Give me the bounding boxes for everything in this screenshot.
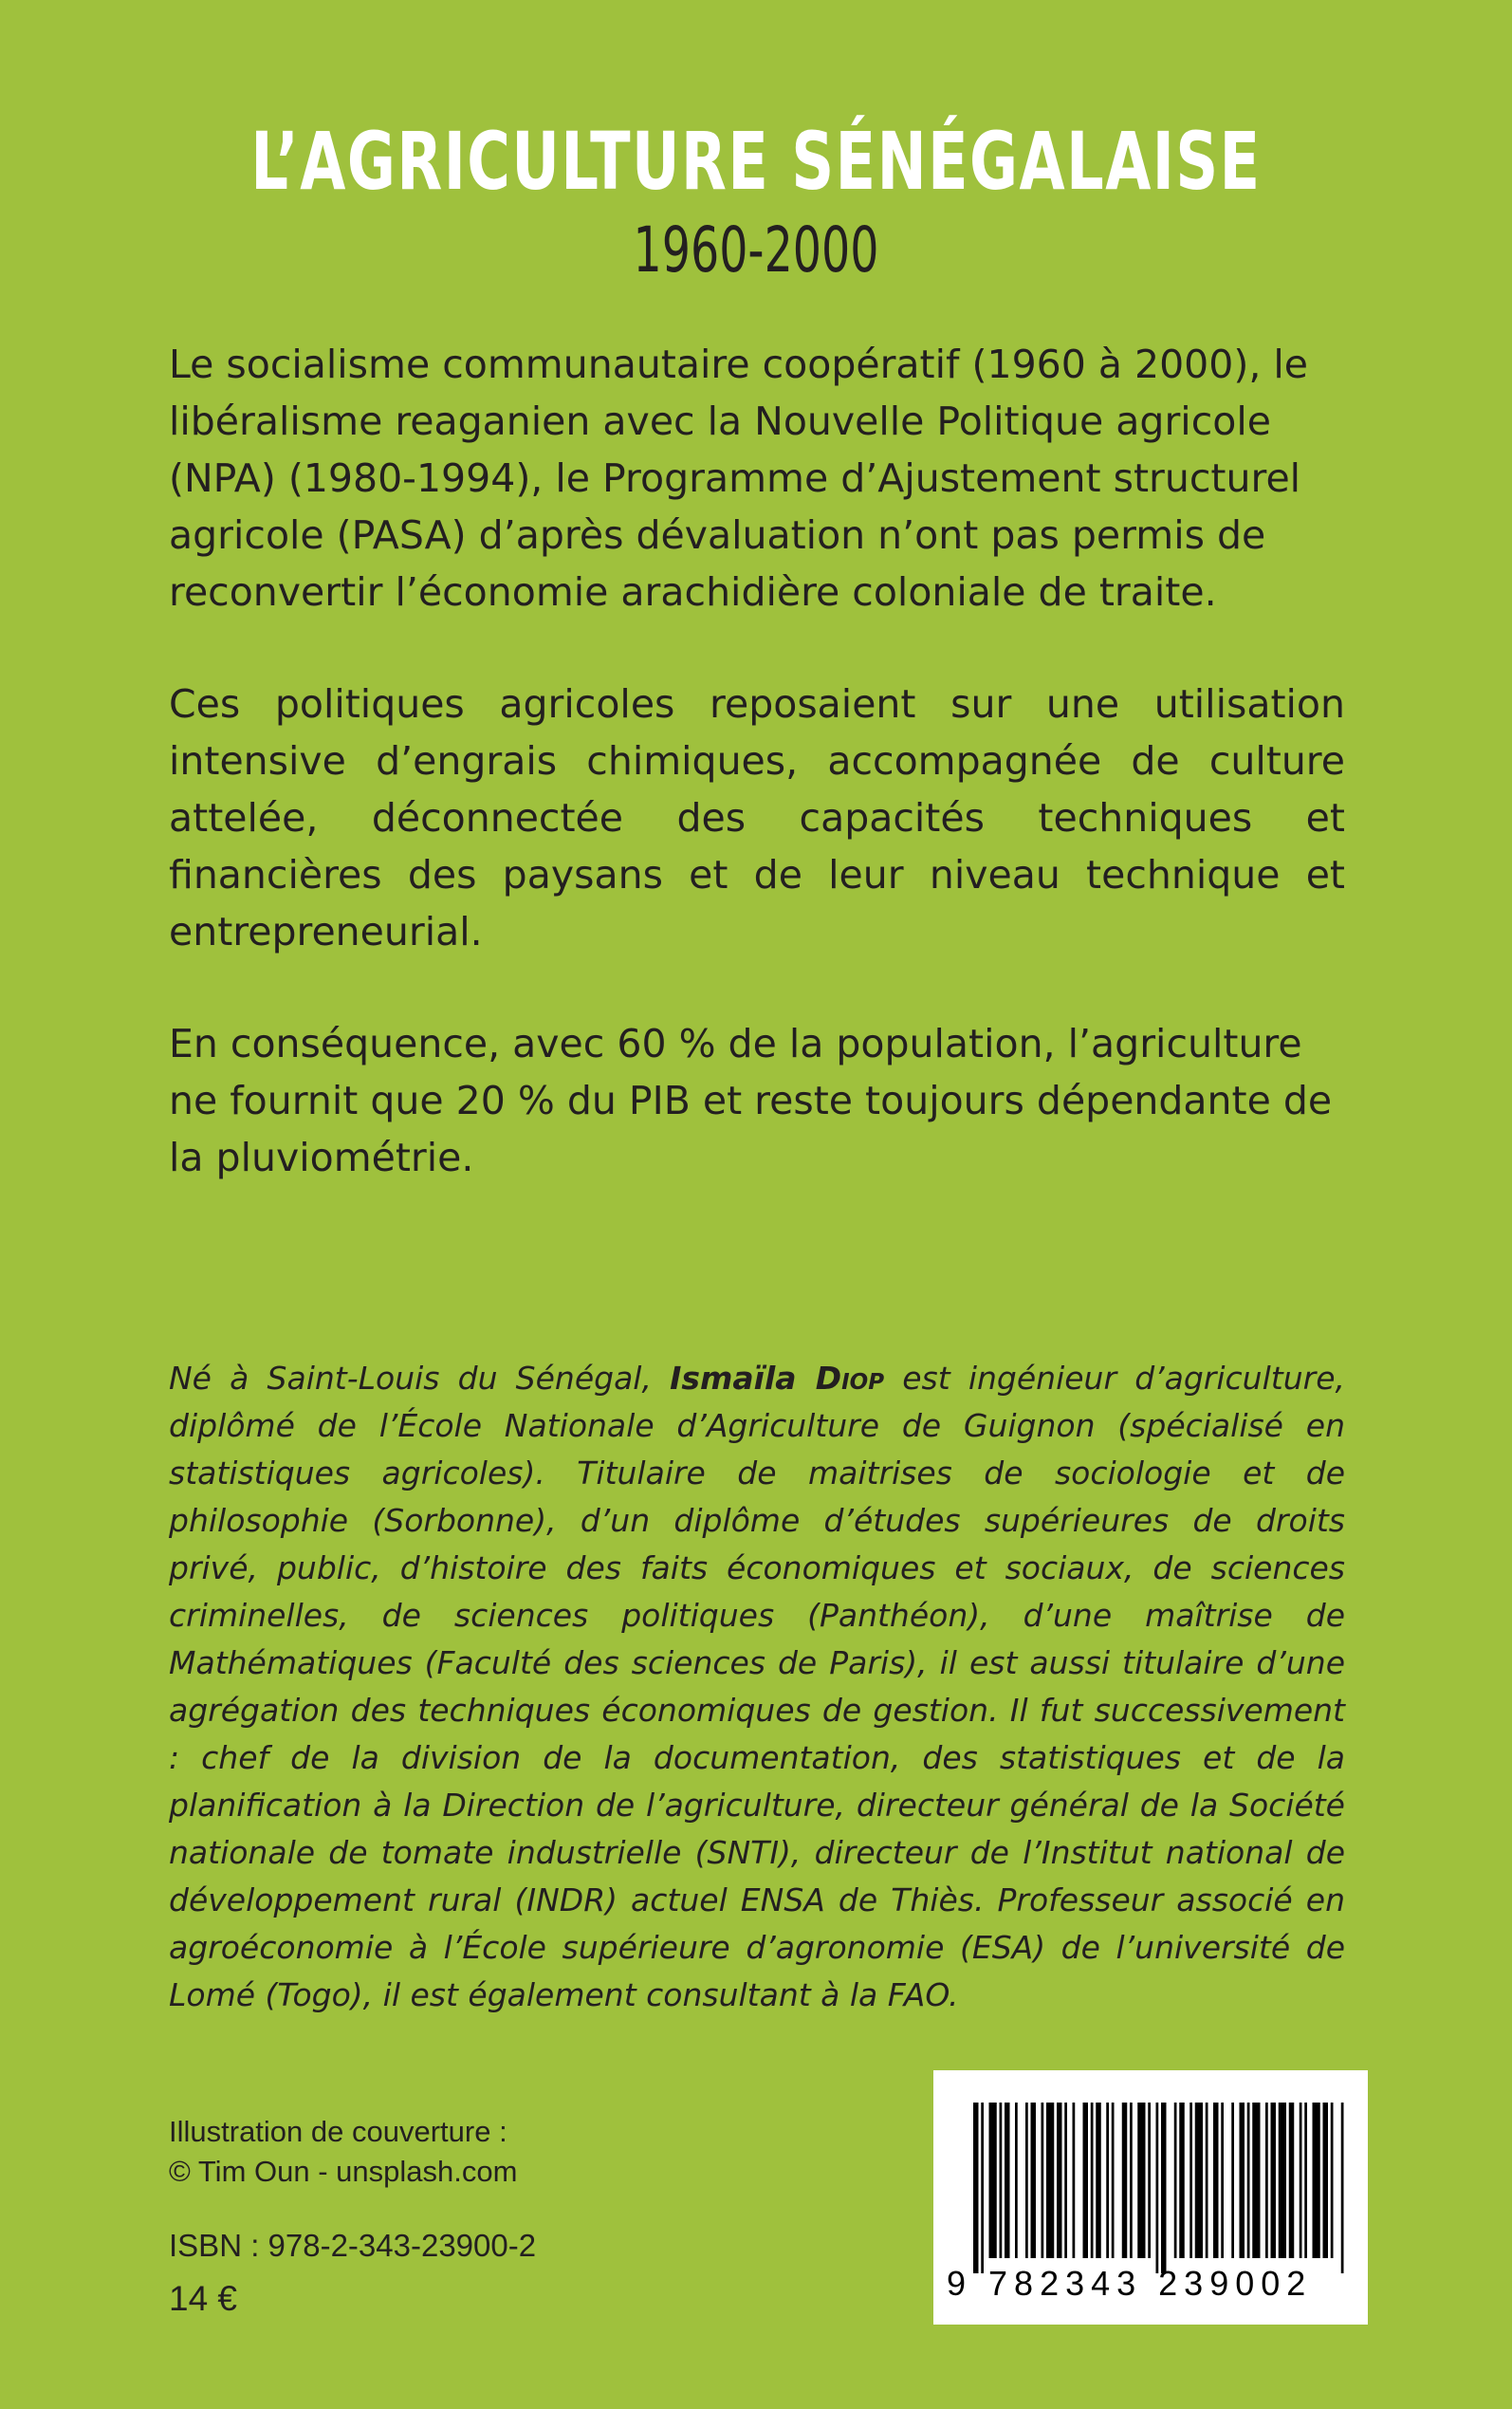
barcode-bar <box>1000 2103 1003 2258</box>
barcode-bar <box>1271 2103 1277 2258</box>
title-block <box>0 114 1512 290</box>
author-last-name: Diop <box>815 1360 885 1397</box>
barcode-bar <box>1252 2103 1260 2258</box>
barcode-bar <box>1231 2103 1234 2258</box>
barcode-bar <box>1112 2103 1115 2258</box>
barcode-bar <box>1042 2103 1044 2258</box>
barcode-bar <box>1323 2103 1329 2258</box>
credits-line-1: Illustration de couverture : <box>169 2115 507 2148</box>
barcode-bar <box>1130 2103 1133 2258</box>
barcode-bar <box>1161 2103 1167 2273</box>
barcode-bar <box>1091 2103 1094 2258</box>
barcode-bar <box>1106 2103 1109 2258</box>
barcode-bar <box>1240 2103 1245 2258</box>
barcode-bar <box>1189 2103 1192 2258</box>
barcode-bar <box>1206 2103 1208 2258</box>
barcode-bar <box>1341 2103 1344 2273</box>
barcode-bar <box>1096 2103 1101 2258</box>
barcode-bar <box>973 2103 979 2273</box>
book-title: L’AGRICULTURE SÉNÉGALAISE <box>250 115 1262 208</box>
barcode-bar <box>1174 2103 1177 2258</box>
barcode <box>933 2070 1368 2325</box>
barcode-bar <box>1213 2103 1219 2258</box>
barcode-bar <box>1300 2103 1302 2258</box>
barcode-bar <box>1247 2103 1250 2258</box>
summary-paragraph-2: Ces politiques agricoles reposaient sur une utilisation intensive d’engrais chimiques, accompagnée de culture attelée, déconnectée des capacités techniques et financières des paysans et de leur niveau technique et entrepreneurial. <box>169 681 1345 954</box>
barcode-bar <box>1137 2103 1145 2258</box>
barcode-bar <box>1122 2103 1128 2258</box>
bio-text: est ingénieur d’agriculture, diplômé de l’École Nationale d’Agriculture de Guignon (spécialisé en statistiques agricoles). Titulaire de maitrises de sociologie et de philosophie (Sorbonne), d’un diplôme d’études supérieures de droits privé, public, d’histoire des faits économiques et sociaux, de sciences criminelles, de sciences politiques (Panthéon), d’une maîtrise de Mathématiques (Faculté des sciences de Paris), il est aussi titulaire d’une agrégation des techniques économiques de gestion. Il fut successivement : chef de la division de la documentation, des statistiques et de la planification à la Direction de l’agriculture, directeur général de la Société nationale de tomate industrielle (SNTI), directeur de l’Institut national de développement rural (INDR) actuel ENSA de Thiès. Professeur associé en agroéconomie à l’École supérieure d’agronomie (ESA) de l’université de Lomé (Togo), il est également consultant à la FAO. <box>169 1360 1345 2013</box>
barcode-bar <box>1265 2103 1268 2258</box>
barcode-bar <box>1221 2103 1224 2258</box>
barcode-bar <box>981 2103 984 2273</box>
barcode-bar <box>1289 2103 1295 2258</box>
barcode-bar <box>1313 2103 1320 2258</box>
book-years: 1960-2000 <box>633 213 879 287</box>
barcode-bar <box>1304 2103 1307 2258</box>
barcode-bar <box>1195 2103 1203 2258</box>
barcode-bar <box>1057 2103 1062 2258</box>
summary-paragraph-1: Le socialisme communautaire coopératif (1960 à 2000), le libéralisme reaganien avec la Nouvelle Politique agricole (NPA) (1980-1994), le Programme d’Ajustement structurel agricole (PASA) d’après dévaluation n’ont pas permis de reconvertir l’économie arachidière coloniale de traite. <box>169 342 1309 615</box>
author-bio <box>169 1355 1345 2019</box>
barcode-digits: 9 782343 239002 <box>947 2264 1313 2303</box>
cover-credits <box>169 2112 517 2192</box>
summary-paragraph-3: En conséquence, avec 60 % de la population, l’agriculture ne fournit que 20 % du PIB et reste toujours dépendante de la pluviométrie. <box>169 1021 1333 1180</box>
credits-line-2: © Tim Oun - unsplash.com <box>169 2155 518 2188</box>
barcode-bar <box>1064 2103 1067 2258</box>
price: 14 € <box>169 2279 238 2318</box>
barcode-bar <box>1025 2103 1028 2258</box>
bio-intro: Né à Saint-Louis du Sénégal, <box>169 1360 671 1397</box>
barcode-bar <box>1046 2103 1054 2258</box>
barcode-bar <box>1279 2103 1286 2258</box>
barcode-bar <box>989 2103 997 2258</box>
barcode-bar <box>1031 2103 1037 2258</box>
barcode-bar <box>1156 2103 1159 2273</box>
summary <box>169 336 1345 1241</box>
barcode-bar <box>1005 2103 1010 2258</box>
barcode-bar <box>1331 2103 1334 2258</box>
barcode-bar <box>1073 2103 1076 2258</box>
barcode-bar <box>1083 2103 1089 2258</box>
isbn: ISBN : 978-2-343-23900-2 <box>169 2228 537 2263</box>
barcode-bar <box>1148 2103 1151 2258</box>
barcode-bar <box>1015 2103 1018 2258</box>
barcode-bar <box>1179 2103 1185 2258</box>
author-first-name: Ismaïla <box>670 1360 816 1397</box>
